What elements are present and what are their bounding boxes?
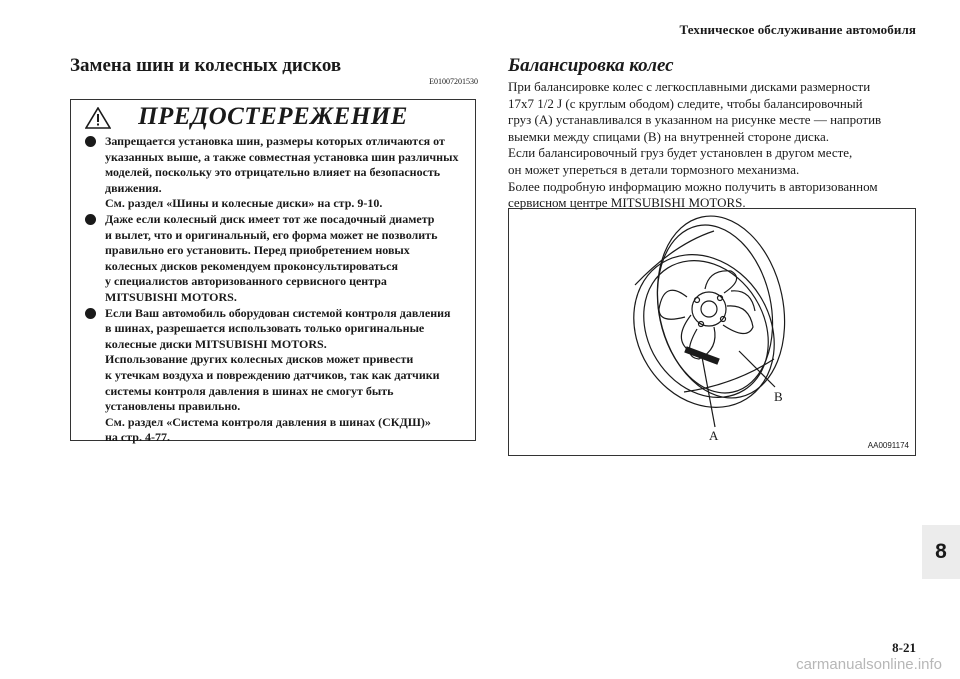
warning-line: в шинах, разрешается использовать только оригинальные xyxy=(105,321,425,336)
warning-line: к утечкам воздуха и повреждению датчиков, так как датчики xyxy=(105,367,440,382)
warning-line: у специалистов авторизованного сервисного центра xyxy=(105,274,387,289)
warning-line: См. раздел «Система контроля давления в шинах (СКДШ)» xyxy=(105,414,431,429)
section-code: E01007201530 xyxy=(429,77,478,86)
section-title: Замена шин и колесных дисков xyxy=(70,55,342,76)
left-column xyxy=(70,55,478,445)
figure-id: AA0091174 xyxy=(867,441,909,450)
warning-line: колесные диски MITSUBISHI MOTORS. xyxy=(105,336,327,351)
warning-line: системы контроля давления в шинах не смогут быть xyxy=(105,383,394,398)
warning-line: и вылет, что и оригинальный, его форма может не позволить xyxy=(105,227,438,242)
warning-line: движения. xyxy=(105,180,162,195)
warning-box xyxy=(70,99,476,445)
warning-line: правильно его установить. Перед приобретением новых xyxy=(105,243,410,258)
warning-line: на стр. 4-77. xyxy=(105,430,170,445)
paragraph-line: сервисном центре MITSUBISHI MOTORS. xyxy=(508,195,746,211)
warning-line: колесных дисков рекомендуем проконсультироваться xyxy=(105,258,398,273)
balancing-paragraph xyxy=(508,79,918,212)
warning-line: установлены правильно. xyxy=(105,399,241,414)
warning-line: Использование других колесных дисков может привести xyxy=(105,352,414,367)
warning-item xyxy=(85,134,465,212)
warning-triangle-icon xyxy=(85,107,111,129)
warning-line: указанных выше, а также совместная установка шин различных xyxy=(105,149,459,164)
paragraph-line: Более подробную информацию можно получить в авторизованном xyxy=(508,178,878,194)
chapter-tab: 8 xyxy=(922,525,960,579)
paragraph-line: 17x7 1/2 J (с круглым ободом) следите, чтобы балансировочный xyxy=(508,95,863,111)
bullet-icon xyxy=(85,214,96,225)
warning-line: Даже если колесный диск имеет тот же посадочный диаметр xyxy=(105,211,435,226)
paragraph-line: выемки между спицами (B) на внутренней стороне диска. xyxy=(508,128,829,144)
warning-line: См. раздел «Шины и колесные диски» на стр. 9-10. xyxy=(105,196,383,211)
warning-line: MITSUBISHI MOTORS. xyxy=(105,289,237,304)
warning-title: ПРЕДОСТЕРЕЖЕНИЕ xyxy=(138,103,408,130)
paragraph-line: он может упереться в детали тормозного механизма. xyxy=(508,161,800,177)
figure-label-b: B xyxy=(774,389,783,404)
running-header: Техническое обслуживание автомобиля xyxy=(679,22,916,37)
subsection-title: Балансировка колес xyxy=(508,55,674,76)
bullet-icon xyxy=(85,308,96,319)
right-column xyxy=(508,55,918,450)
paragraph-line: груз (A) устанавливался в указанном на рисунке месте — напротив xyxy=(508,112,882,128)
wheel-rim-illustration xyxy=(509,209,915,455)
watermark: carmanualsonline.info xyxy=(796,656,942,673)
paragraph-line: Если балансировочный груз будет установлен в другом месте, xyxy=(508,145,853,161)
figure-label-a: A xyxy=(709,428,719,443)
bullet-icon xyxy=(85,136,96,147)
warning-item xyxy=(85,212,465,306)
paragraph-line: При балансировке колес с легкосплавными дисками размерности xyxy=(508,79,871,94)
wheel-figure xyxy=(508,208,916,456)
warning-body xyxy=(71,134,475,446)
warning-header xyxy=(71,100,475,134)
warning-item xyxy=(85,306,465,446)
warning-line: моделей, поскольку это отрицательно влияет на безопасность xyxy=(105,165,441,180)
warning-line: Запрещается установка шин, размеры которых отличаются от xyxy=(105,134,445,148)
warning-line: Если Ваш автомобиль оборудован системой контроля давления xyxy=(105,305,451,320)
page-number: 8-21 xyxy=(892,640,916,655)
